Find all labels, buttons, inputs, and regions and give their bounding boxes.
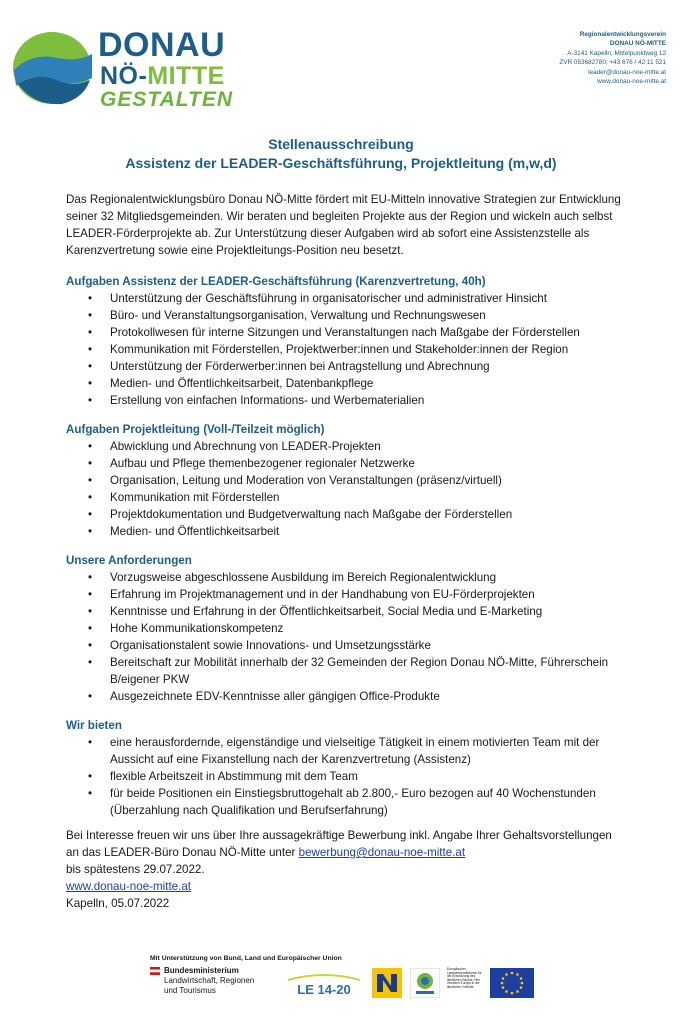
website-link[interactable]: www.donau-noe-mitte.at	[66, 880, 192, 893]
list-item: • Kommunikation mit Förderstellen, Projektwerber:innen und Stakeholder:innen der Region	[66, 341, 626, 358]
list-item: • eine herausfordernde, eigenständige und vielseitige Tätigkeit in einem motivierten Team mit der Aussicht auf eine Fixanstellung nach der Karenzvertretung (Assistenz)	[66, 734, 626, 768]
bullet-list	[66, 734, 626, 819]
le-logo-text: LE 14-20	[297, 982, 351, 997]
contact-line: ZVR 053682780, +43 676 / 42 11 521	[559, 59, 666, 67]
list-item: • für beide Positionen ein Einstiegsbruttogehalt ab 2.800,- Euro bezogen auf 40 Wochenstunden (Überzahlung nach Qualifikation und Berufserfahrung)	[66, 785, 626, 819]
contact-website: www.donau-noe-mitte.at	[597, 78, 666, 86]
logo-word-noe-mitte: NÖ-MITTE	[100, 62, 225, 90]
section-assistenz	[66, 273, 626, 409]
logo-word-gestalten: GESTALTEN	[100, 88, 234, 111]
ministry-line: Bundesministerium	[164, 966, 239, 975]
contact-block	[559, 30, 666, 86]
section-heading: Unsere Anforderungen	[66, 554, 192, 567]
list-item: • Vorzugsweise abgeschlossene Ausbildung im Bereich Regionalentwicklung	[66, 569, 626, 586]
list-item: • Ausgezeichnete EDV-Kenntnisse aller gängigen Office-Produkte	[66, 688, 626, 705]
email-link[interactable]: bewerbung@donau-noe-mitte.at	[298, 846, 466, 859]
closing-paragraph	[66, 827, 626, 912]
ministry-line: Landwirtschaft, Regionen	[164, 976, 255, 985]
closing-text: Bei Interesse freuen wir uns über Ihre aussagekräftige Bewerbung inkl. Angabe Ihrer Gehaltsvorstellungen an das LEADER-Büro Donau NÖ-Mitte unter	[66, 829, 612, 859]
list-item: • Büro- und Veranstaltungsorganisation, Verwaltung und Rechnungswesen	[66, 307, 626, 324]
contact-email: leader@donau-noe-mitte.at	[588, 68, 666, 76]
section-heading: Aufgaben Projektleitung (Voll-/Teilzeit möglich)	[66, 423, 325, 436]
deadline-text: bis spätestens 29.07.2022.	[66, 863, 205, 876]
list-item: • Projektdokumentation und Budgetverwaltung nach Maßgabe der Förderstellen	[66, 506, 626, 523]
contact-line: DONAU NÖ-MITTE	[609, 40, 666, 48]
bullet-list	[66, 569, 626, 705]
list-item: • Erstellung von einfachen Informations- und Werbematerialien	[66, 392, 626, 409]
section-heading: Wir bieten	[66, 719, 122, 732]
bullet-list	[66, 438, 626, 540]
ministry-line: und Tourismus	[164, 986, 216, 995]
section-anforderungen	[66, 552, 626, 705]
list-item: • Erfahrung im Projektmanagement und in der Handhabung von EU-Förderprojekten	[66, 586, 626, 603]
list-item: • Kenntnisse und Erfahrung in der Öffentlichkeitsarbeit, Social Media und E-Marketing	[66, 603, 626, 620]
job-title: Assistenz der LEADER-Geschäftsführung, Projektleitung (m,w,d)	[125, 155, 557, 171]
section-heading: Aufgaben Assistenz der LEADER-Geschäftsführung (Karenzvertretung, 40h)	[66, 275, 486, 288]
logo-emblem-icon	[12, 30, 96, 108]
list-item: • Aufbau und Pflege themenbezogener regionaler Netzwerke	[66, 455, 626, 472]
list-item: • Protokollwesen für interne Sitzungen und Veranstaltungen nach Maßgabe der Förderstellen	[66, 324, 626, 341]
list-item: • Organisation, Leitung und Moderation von Veranstaltungen (präsenz/virtuell)	[66, 472, 626, 489]
noe-logo-icon	[372, 968, 402, 998]
list-item: • Unterstützung der Geschäftsführung in organisatorischer und administrativer Hinsicht	[66, 290, 626, 307]
list-item: • Medien- und Öffentlichkeitsarbeit, Datenbankpflege	[66, 375, 626, 392]
eu-flag-icon	[490, 968, 534, 998]
list-item: • Kommunikation mit Förderstellen	[66, 489, 626, 506]
list-item: • Unterstützung der Förderwerber:innen bei Antragstellung und Abrechnung	[66, 358, 626, 375]
leader-logo-icon	[410, 968, 440, 998]
list-item: • flexible Arbeitszeit in Abstimmung mit dem Team	[66, 768, 626, 785]
eu-fund-text: Europäischer Landwirtschaftsfonds für die Entwicklung des ländlichen Raums: Hier investiert Europa in die ländlichen Gebiete.	[447, 967, 482, 989]
place-date: Kapelln, 05.07.2022	[66, 897, 170, 910]
le-14-20-logo	[286, 972, 362, 1002]
list-item: • Medien- und Öffentlichkeitsarbeit	[66, 523, 626, 540]
section-projektleitung	[66, 421, 626, 540]
donau-noe-mitte-logo	[12, 26, 232, 112]
list-item: • Bereitschaft zur Mobilität innerhalb der 32 Gemeinden der Region Donau NÖ-Mitte, Führerschein B/eigener PKW	[66, 654, 626, 688]
contact-line: A-3141 Kapelln, Mittelpunktweg 12	[567, 49, 666, 57]
intro-paragraph: Das Regionalentwicklungsbüro Donau NÖ-Mitte fördert mit EU-Mitteln innovative Strategien zur Entwicklung seiner 32 Mitgliedsgemeinden. Wir beraten und begleiten Projekte aus der Region und wickeln auch selbst LEADER-Förderprojekte ab. Zur Unterstützung dieser Aufgaben wird ab sofort eine Assistenzstelle als Karenzvertretung sowie eine Projektleitungs-Position neu besetzt.	[66, 193, 621, 257]
list-item: • Organisationstalent sowie Innovations- und Umsetzungsstärke	[66, 637, 626, 654]
austria-flag-icon	[150, 967, 160, 975]
list-item: • Abwicklung und Abrechnung von LEADER-Projekten	[66, 438, 626, 455]
section-wir-bieten	[66, 717, 626, 819]
logo-word-donau: DONAU	[98, 26, 226, 64]
document-title: Stellenausschreibung	[268, 136, 414, 152]
support-label: Mit Unterstützung von Bund, Land und Europäischer Union	[150, 955, 342, 962]
list-item: • Hohe Kommunikationskompetenz	[66, 620, 626, 637]
contact-line: Regionalentwicklungsverein	[579, 31, 666, 38]
bullet-list	[66, 290, 626, 409]
